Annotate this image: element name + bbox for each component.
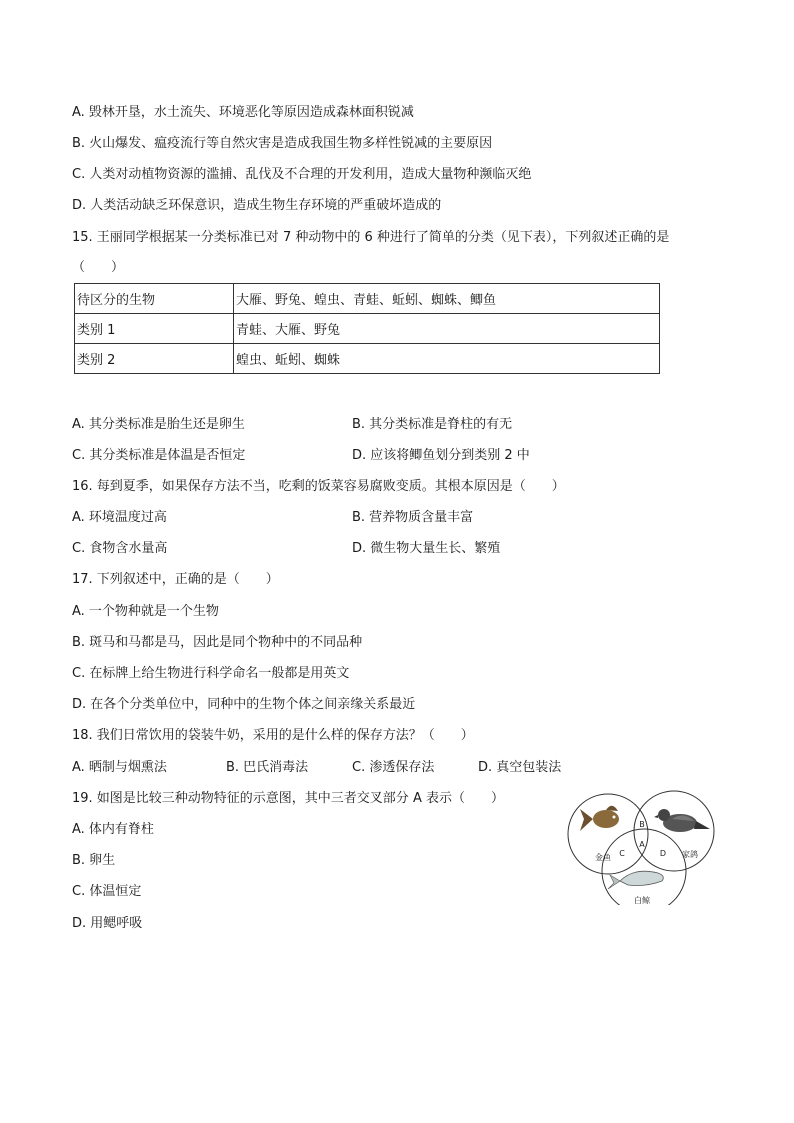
region-d-label: D bbox=[659, 849, 667, 858]
q18-option-b: B. 巴氏消毒法 bbox=[226, 760, 309, 775]
table-cell: 蝗虫、蚯蚓、蜘蛛 bbox=[234, 344, 660, 374]
q15-option-d: D. 应该将鲫鱼划分到类别 2 中 bbox=[352, 448, 530, 463]
q17-option-d: D. 在各个分类单位中，同种中的生物个体之间亲缘关系最近 bbox=[72, 697, 416, 712]
q16-options-row-2 bbox=[72, 540, 672, 558]
venn-diagram bbox=[562, 789, 722, 905]
q15-stem: 15. 王丽同学根据某一分类标准已对 7 种动物中的 6 种进行了简单的分类（见下表），下列叙述正确的是 bbox=[72, 230, 670, 245]
goldfish-icon bbox=[580, 806, 619, 831]
q18-option-c: C. 渗透保存法 bbox=[352, 760, 435, 775]
q14-option-a: A. 毁林开垦，水土流失、环境恶化等原因造成森林面积锐减 bbox=[72, 105, 414, 120]
table-cell: 类别 2 bbox=[75, 344, 234, 374]
table-cell: 青蛙、大雁、野兔 bbox=[234, 314, 660, 344]
goldfish-circle bbox=[568, 794, 648, 874]
q18-option-a: A. 晒制与烟熏法 bbox=[72, 760, 167, 775]
q15-options-row-1 bbox=[72, 416, 672, 434]
q18-options-row bbox=[72, 759, 592, 777]
q17-option-b: B. 斑马和马都是马，因此是同个物种中的不同品种 bbox=[72, 635, 363, 650]
table-row bbox=[75, 314, 660, 344]
region-a-label: A bbox=[639, 840, 645, 849]
goldfish-label: 金鱼 bbox=[595, 853, 611, 862]
q19-option-b: B. 卵生 bbox=[72, 853, 116, 868]
q15-option-b: B. 其分类标准是脊柱的有无 bbox=[352, 417, 513, 432]
q16-option-b: B. 营养物质含量丰富 bbox=[352, 510, 474, 525]
q18-stem: 18. 我们日常饮用的袋装牛奶，采用的是什么样的保存方法？（ ） bbox=[72, 728, 474, 743]
q17-option-c: C. 在标牌上给生物进行科学命名一般都是用英文 bbox=[72, 666, 350, 681]
table-row bbox=[75, 284, 660, 314]
q19-option-d: D. 用鳃呼吸 bbox=[72, 916, 143, 931]
pigeon-label: 家鸽 bbox=[682, 850, 698, 859]
q19-stem: 19. 如图是比较三种动物特征的示意图，其中三者交叉部分 A 表示（ ） bbox=[72, 791, 504, 806]
q14-option-c: C. 人类对动植物资源的滥捕、乱伐及不合理的开发利用，造成大量物种濒临灭绝 bbox=[72, 167, 532, 182]
q16-option-a: A. 环境温度过高 bbox=[72, 510, 167, 525]
q19-option-c: C. 体温恒定 bbox=[72, 884, 142, 899]
beluga-label: 白鲸 bbox=[634, 896, 650, 905]
q18-option-d: D. 真空包装法 bbox=[478, 760, 562, 775]
q15-options-row-2 bbox=[72, 447, 672, 465]
beluga-icon bbox=[608, 871, 663, 889]
q17-option-a: A. 一个物种就是一个生物 bbox=[72, 604, 219, 619]
table-cell: 类别 1 bbox=[75, 314, 234, 344]
pigeon-icon bbox=[654, 809, 710, 832]
table-row bbox=[75, 344, 660, 374]
q16-option-c: C. 食物含水量高 bbox=[72, 541, 168, 556]
q14-option-b: B. 火山爆发、瘟疫流行等自然灾害是造成我国生物多样性锐减的主要原因 bbox=[72, 136, 493, 151]
q16-option-d: D. 微生物大量生长、繁殖 bbox=[352, 541, 501, 556]
q14-option-d: D. 人类活动缺乏环保意识，造成生物生存环境的严重破坏造成的 bbox=[72, 198, 442, 213]
q15-option-c: C. 其分类标准是体温是否恒定 bbox=[72, 448, 246, 463]
region-c-label: C bbox=[619, 849, 625, 858]
q16-options-row-1 bbox=[72, 509, 672, 527]
q17-stem: 17. 下列叙述中，正确的是（ ） bbox=[72, 572, 279, 587]
q15-answer-blank: （ ） bbox=[72, 260, 125, 275]
table-cell: 大雁、野兔、蝗虫、青蛙、蚯蚓、蜘蛛、鲫鱼 bbox=[234, 284, 660, 314]
q16-stem: 16. 每到夏季，如果保存方法不当，吃剩的饭菜容易腐败变质。其根本原因是（ ） bbox=[72, 479, 565, 494]
table-cell: 待区分的生物 bbox=[75, 284, 234, 314]
region-b-label: B bbox=[639, 820, 645, 829]
q15-option-a: A. 其分类标准是胎生还是卵生 bbox=[72, 417, 245, 432]
classification-table bbox=[74, 283, 660, 374]
q19-option-a: A. 体内有脊柱 bbox=[72, 822, 154, 837]
